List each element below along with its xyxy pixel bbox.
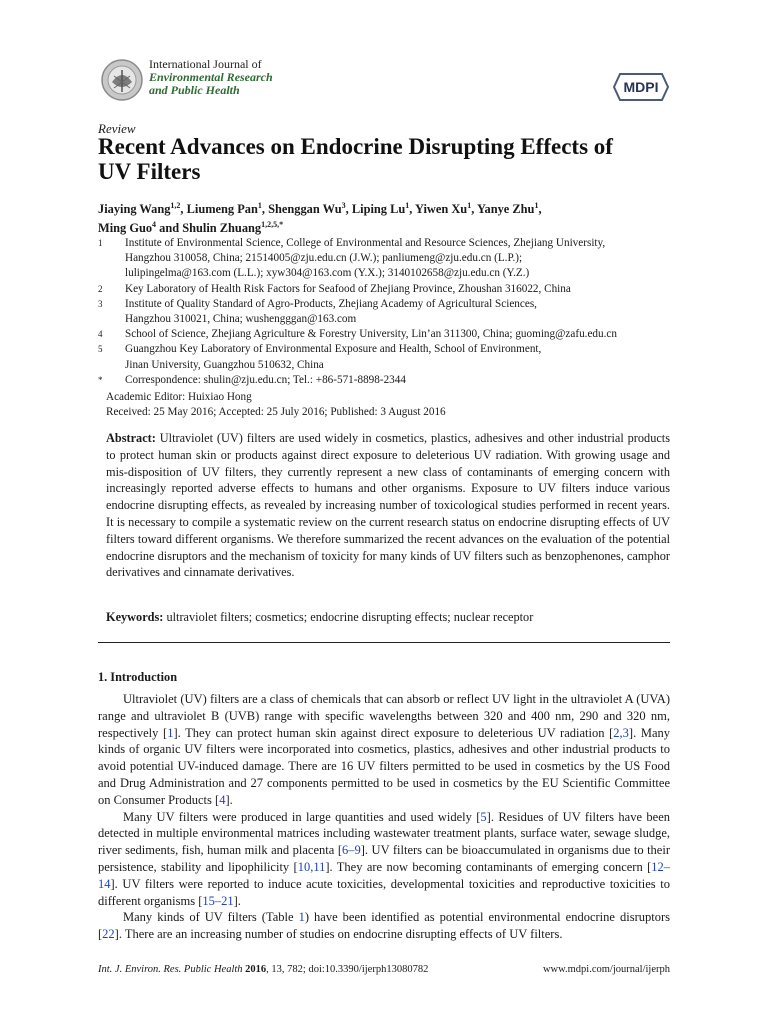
journal-name: [149, 58, 273, 97]
title-line2: UV Filters: [98, 159, 201, 184]
citation-link[interactable]: 22: [102, 927, 115, 942]
section-heading: 1. Introduction: [98, 670, 178, 684]
author-affiliation-mark: 1: [534, 201, 539, 210]
author-list: [98, 198, 668, 236]
author-name: , Yiwen Xu: [409, 202, 468, 217]
author-affiliation-mark: 1: [467, 201, 472, 210]
editor-info: [106, 390, 446, 420]
affiliation-number: 3: [98, 298, 103, 309]
footer-journal: Int. J. Environ. Res. Public Health: [98, 964, 243, 975]
citation-link[interactable]: 10,11: [297, 859, 326, 874]
journal-name-line1: International Journal of: [149, 57, 262, 71]
affiliation-text: Jinan University, Guangzhou 510632, China: [125, 358, 324, 371]
divider: [98, 642, 670, 643]
keywords-label: Keywords:: [106, 610, 164, 624]
citation-link[interactable]: 6–9: [341, 843, 361, 858]
author-affiliation-mark: 1,2: [170, 201, 181, 210]
keywords-text: ultraviolet filters; cosmetics; endocrine disrupting effects; nuclear receptor: [166, 610, 534, 624]
affiliation-text: lulipingelma@163.com (L.L.); xyw304@163.com (Y.X.); 3140102658@zju.edu.cn (Y.Z.): [125, 267, 530, 280]
affiliation-text: Correspondence: shulin@zju.edu.cn; Tel.: +86-571-8898-2344: [125, 373, 406, 386]
keywords: [106, 609, 670, 626]
author-line2: [98, 217, 668, 236]
affiliation-text: Hangzhou 310058, China; 21514005@zju.edu.cn (J.W.); panliumeng@zju.edu.cn (L.P.);: [125, 252, 523, 265]
body-text: ) have been identified as potential environmental endocrine disruptors [: [98, 910, 670, 942]
affiliation-item: [98, 373, 688, 388]
affiliation-item: [98, 236, 688, 282]
citation-link[interactable]: 5: [480, 809, 487, 824]
footer-website: www.mdpi.com/journal/ijerph: [542, 964, 670, 975]
article-type: Review: [98, 121, 136, 136]
affiliation-number: *: [98, 374, 103, 385]
author-name: , Shenggan Wu: [261, 202, 342, 217]
title-line1: Recent Advances on Endocrine Disrupting Effects of: [98, 134, 613, 159]
article-title: [98, 134, 688, 184]
affiliation-number: 5: [98, 344, 103, 355]
abstract-text: Ultraviolet (UV) filters are used widely in cosmetics, plastics, adhesives and other industrial products to protect human skin or products against direct exposure to deleterious UV radiation. With growing usage and mis-disposition of UV filters, they currently represent a new class of contaminants of emerging concern with increasingly reported adverse effects to humans and other organisms. Exposure to UV filters induce various endocrine disrupting effects, as revealed by increasing number of toxicological studies performed in recent years. It is necessary to compile a systematic review on the current research status on endocrine disrupting effects of UV filters toward different organisms. We therefore summarized the recent advances on the evaluation of the potential endocrine disruptors and the mechanism of toxicity for many kinds of UV filters such as benzophenones, camphor derivatives and cinnamate derivatives.: [106, 431, 671, 580]
affiliation-text: Institute of Quality Standard of Agro-Products, Zhejiang Academy of Agricultural Sciences,: [125, 297, 537, 310]
abstract: [106, 430, 670, 581]
affiliation-text: Hangzhou 310021, China; wushengggan@163.com: [125, 313, 357, 326]
body-text: ]. UV filters can be bioaccumulated in organisms due to their persistence, stability and lipophilicity [: [98, 843, 670, 874]
affiliation-text: School of Science, Zhejiang Agriculture & Forestry University, Lin’an 311300, China; guoming@zafu.edu.cn: [125, 328, 617, 341]
author-line1: [98, 198, 668, 217]
affiliation-item: [98, 282, 688, 297]
author-affiliation-mark: 1: [405, 201, 410, 210]
citation-link[interactable]: 4: [219, 792, 226, 807]
body-text: ]. Many kinds of organic UV filters were incorporated into cosmetics, plastics, adhesives and other industrial products to avoid potential UV-induced damage. There are 16 UV filters permitted to be used in cosmetics by the US Food and Drug Administration and 27 components permitted to be used in cosmetics by the EU Scientific Committee on Consumer Products [: [98, 725, 670, 807]
affiliation-text: Institute of Environmental Science, College of Environmental and Resource Sciences, Zhejiang University,: [125, 237, 606, 249]
section-body: [98, 691, 670, 943]
journal-name-line3: and Public Health: [149, 83, 240, 97]
affiliation-item: [98, 297, 688, 327]
citation-link[interactable]: 1: [167, 725, 174, 740]
body-text: ]. UV filters were reported to induce acute toxicities, developmental toxicities and reproductive toxicities to different organisms [: [98, 876, 670, 908]
footer-citation-rest: , 13, 782; doi:10.3390/ijerph13080782: [266, 964, 429, 975]
body-text: Many kinds of UV filters (Table: [123, 910, 299, 925]
author-affiliation-mark: 1,2,5,*: [261, 220, 284, 230]
mdpi-logo-text: MDPI: [623, 79, 659, 95]
body-text: ]. They can protect human skin against direct exposure to deleterious UV radiation [: [173, 725, 614, 740]
affiliation-number: 1: [98, 238, 103, 248]
affiliation-text: Guangzhou Key Laboratory of Environmental Exposure and Health, School of Environment,: [125, 343, 542, 356]
page-footer: [98, 964, 670, 975]
body-text: ].: [233, 893, 241, 908]
body-paragraph: [98, 909, 670, 943]
affiliation-item: [98, 327, 688, 342]
affiliation-item: [98, 342, 688, 372]
body-text: ]. They are now becoming contaminants of emerging concern [: [325, 859, 652, 874]
author-name: , Yanye Zhu: [471, 202, 535, 217]
author-name: , Liping Lu: [345, 202, 406, 217]
author-name: Ming Guo: [98, 221, 153, 236]
journal-name-line2: Environmental Research: [149, 70, 273, 84]
body-text: ]. Residues of UV filters have been detected in multiple environmental matrices including wastewater treatment plants, surface water, sewage sludge, river sediments, fish, human milk and placenta [: [98, 809, 671, 858]
affiliation-number: 4: [98, 329, 103, 340]
citation-link[interactable]: 2,3: [613, 725, 629, 740]
academic-editor: Academic Editor: Huixiao Hong: [106, 391, 252, 403]
author-name: Jiaying Wang: [98, 202, 171, 217]
affiliations: [98, 236, 688, 388]
footer-citation: [98, 964, 428, 975]
citation-link[interactable]: 12–14: [98, 859, 670, 891]
author-name: ,: [538, 202, 542, 217]
body-paragraph: [98, 809, 670, 910]
author-affiliation-mark: 4: [152, 220, 157, 230]
author-name: and Shulin Zhuang: [156, 221, 262, 236]
body-text: ].: [225, 792, 233, 807]
body-text: ]. There are an increasing number of studies on endocrine disrupting effects of UV filters.: [114, 927, 563, 942]
footer-year: 2016: [245, 964, 267, 975]
affiliation-number: 2: [98, 283, 103, 294]
citation-link[interactable]: 15–21: [202, 893, 234, 908]
author-affiliation-mark: 1: [257, 201, 262, 210]
author-affiliation-mark: 3: [341, 201, 346, 210]
body-text: Many UV filters were produced in large quantities and used widely [: [123, 809, 481, 824]
body-paragraph: [98, 691, 670, 809]
author-name: , Liumeng Pan: [180, 202, 258, 217]
citation-link[interactable]: 1: [298, 910, 305, 925]
journal-logo-icon: [100, 58, 144, 102]
body-text: Ultraviolet (UV) filters are a class of chemicals that can absorb or reflect UV light in the ultraviolet A (UVA) range and ultraviolet B (UVB) range with specific wavelengths between 320 and 400 nm, 290 and 320 nm, respectively [: [98, 692, 670, 740]
abstract-label: Abstract:: [106, 431, 156, 445]
publication-dates: Received: 25 May 2016; Accepted: 25 July 2016; Published: 3 August 2016: [106, 406, 446, 419]
mdpi-logo-icon: [612, 70, 670, 104]
affiliation-text: Key Laboratory of Health Risk Factors for Seafood of Zhejiang Province, Zhoushan 316022, China: [125, 282, 571, 295]
